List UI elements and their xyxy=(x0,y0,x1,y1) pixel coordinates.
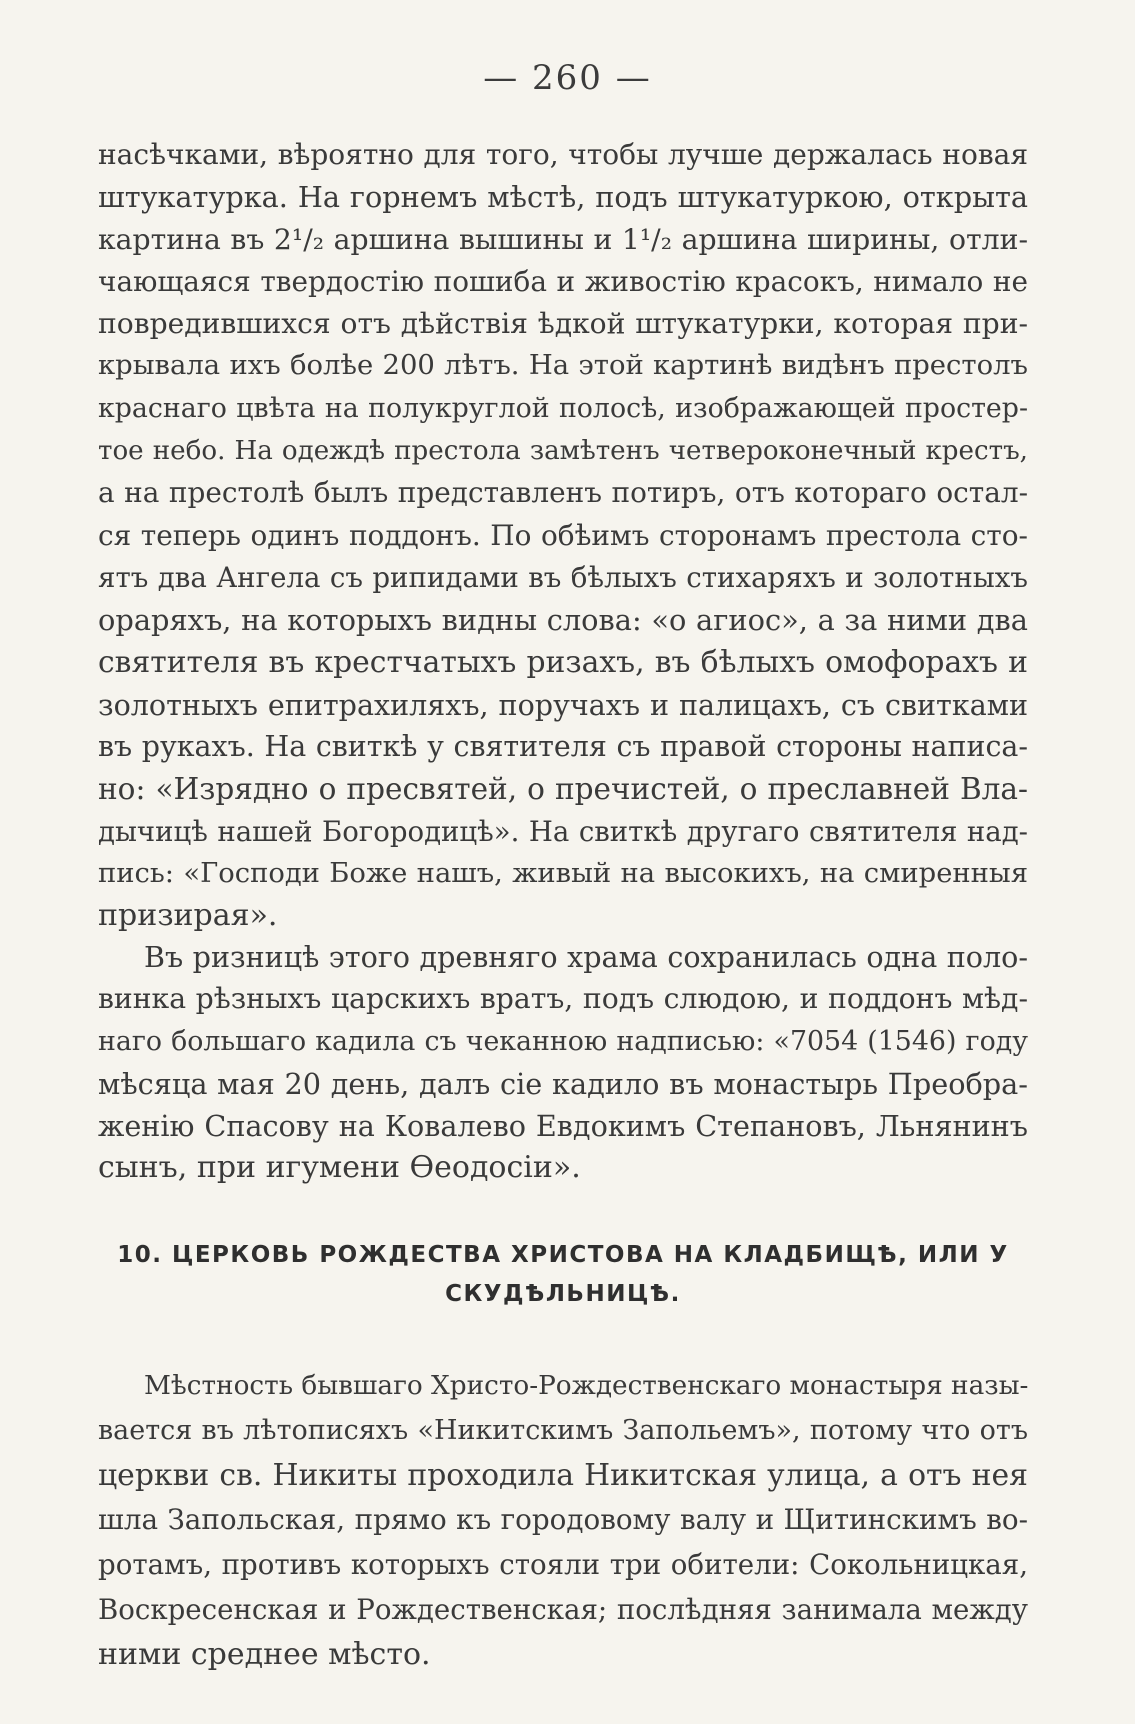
section-heading-line: 10. ЦЕРКОВЬ РОЖДЕСТВА ХРИСТОВА НА КЛАДБИЩѢ, ИЛИ У xyxy=(117,1242,1009,1268)
text-line: пись: «Господи Боже нашъ, живый на высокихъ, на смиренныя xyxy=(98,858,1028,890)
text-line: ятъ два Ангела съ рипидами въ бѣлыхъ стихаряхъ и золотныхъ xyxy=(98,560,1028,594)
page-number: — 260 — xyxy=(483,58,652,98)
text-line: Мѣстность бывшаго Христо-Рождественскаго монастыря назы- xyxy=(144,1371,1028,1401)
text-line: тое небо. На одеждѣ престола замѣтенъ четвероконечный крестъ, xyxy=(98,436,1028,467)
text-line: повредившихся отъ дѣйствія ѣдкой штукатурки, которая при- xyxy=(98,307,1028,341)
text-line: винка рѣзныхъ царскихъ вратъ, подъ слюдою, и поддонъ мѣд- xyxy=(98,982,1028,1016)
text-line: ораряхъ, на которыхъ видны слова: «о агиос», а за ними два xyxy=(98,603,1028,638)
text-line: ротамъ, противъ которыхъ стояли три обители: Сокольницкая, xyxy=(98,1548,1028,1582)
paragraph-1 xyxy=(98,134,1028,938)
text-line: женію Спасову на Ковалево Евдокимъ Степановъ, Льнянинъ xyxy=(98,1109,1028,1144)
text-line: въ рукахъ. На свиткѣ у святителя съ правой стороны написа- xyxy=(98,730,1028,764)
text-line: церкви св. Никиты проходила Никитская улица, а отъ нея xyxy=(98,1457,1028,1493)
text-line: чающаяся твердостію пошиба и живостію красокъ, нимало не xyxy=(98,264,1028,298)
paragraph-2 xyxy=(98,936,1028,1190)
text-line: мѣсяца мая 20 день, далъ сіе кадило въ монастырь Преобра- xyxy=(98,1066,1028,1101)
text-line: дычицѣ нашей Богородицѣ». На свиткѣ другаго святителя над- xyxy=(98,814,1028,848)
text-line: золотныхъ епитрахиляхъ, поручахъ и палицахъ, съ свитками xyxy=(98,687,1028,722)
text-line: сынъ, при игумени Ѳеодосіи». xyxy=(98,1150,581,1186)
text-line: вается въ лѣтописяхъ «Никитскимъ Запольемъ», потому что отъ xyxy=(98,1414,1028,1446)
text-line: призирая». xyxy=(98,898,278,934)
text-line: краснаго цвѣта на полукруглой полосѣ, изображающей простер- xyxy=(98,392,1028,424)
text-line: картина въ 2¹/₂ аршина вышины и 1¹/₂ аршина ширины, отли- xyxy=(98,222,1028,256)
text-line: крывала ихъ болѣе 200 лѣтъ. На этой картинѣ видѣнъ престолъ xyxy=(98,350,1028,382)
text-line: святителя въ крестчатыхъ ризахъ, въ бѣлыхъ омофорахъ и xyxy=(98,644,1028,680)
text-line: но: «Изрядно о пресвятей, о пречистей, о преславней Вла- xyxy=(98,772,1028,807)
text-line: ними среднее мѣсто. xyxy=(98,1636,431,1672)
text-line: Воскресенская и Рождественская; послѣдняя занимала между xyxy=(98,1592,1028,1626)
paragraph-3 xyxy=(98,1364,1028,1678)
text-line: штукатурка. На горнемъ мѣстѣ, подъ штукатуркою, открыта xyxy=(98,180,1028,215)
text-line: ся теперь одинъ поддонъ. По обѣимъ сторонамъ престола сто- xyxy=(98,518,1028,552)
text-line: наго большаго кадила съ чеканною надписью: «7054 (1546) году xyxy=(98,1025,1028,1057)
section-heading-line: СКУДѢЛЬНИЦѢ. xyxy=(445,1281,681,1307)
text-line: Въ ризницѣ этого древняго храма сохранилась одна поло- xyxy=(144,940,1028,974)
section-heading xyxy=(98,1236,1028,1314)
text-line: а на престолѣ былъ представленъ потиръ, отъ котораго остал- xyxy=(98,476,1028,510)
text-line: насѣчками, вѣроятно для того, чтобы лучше держалась новая xyxy=(98,138,1028,171)
text-line: шла Запольская, прямо къ городовому валу и Щитинскимъ во- xyxy=(98,1503,1028,1537)
